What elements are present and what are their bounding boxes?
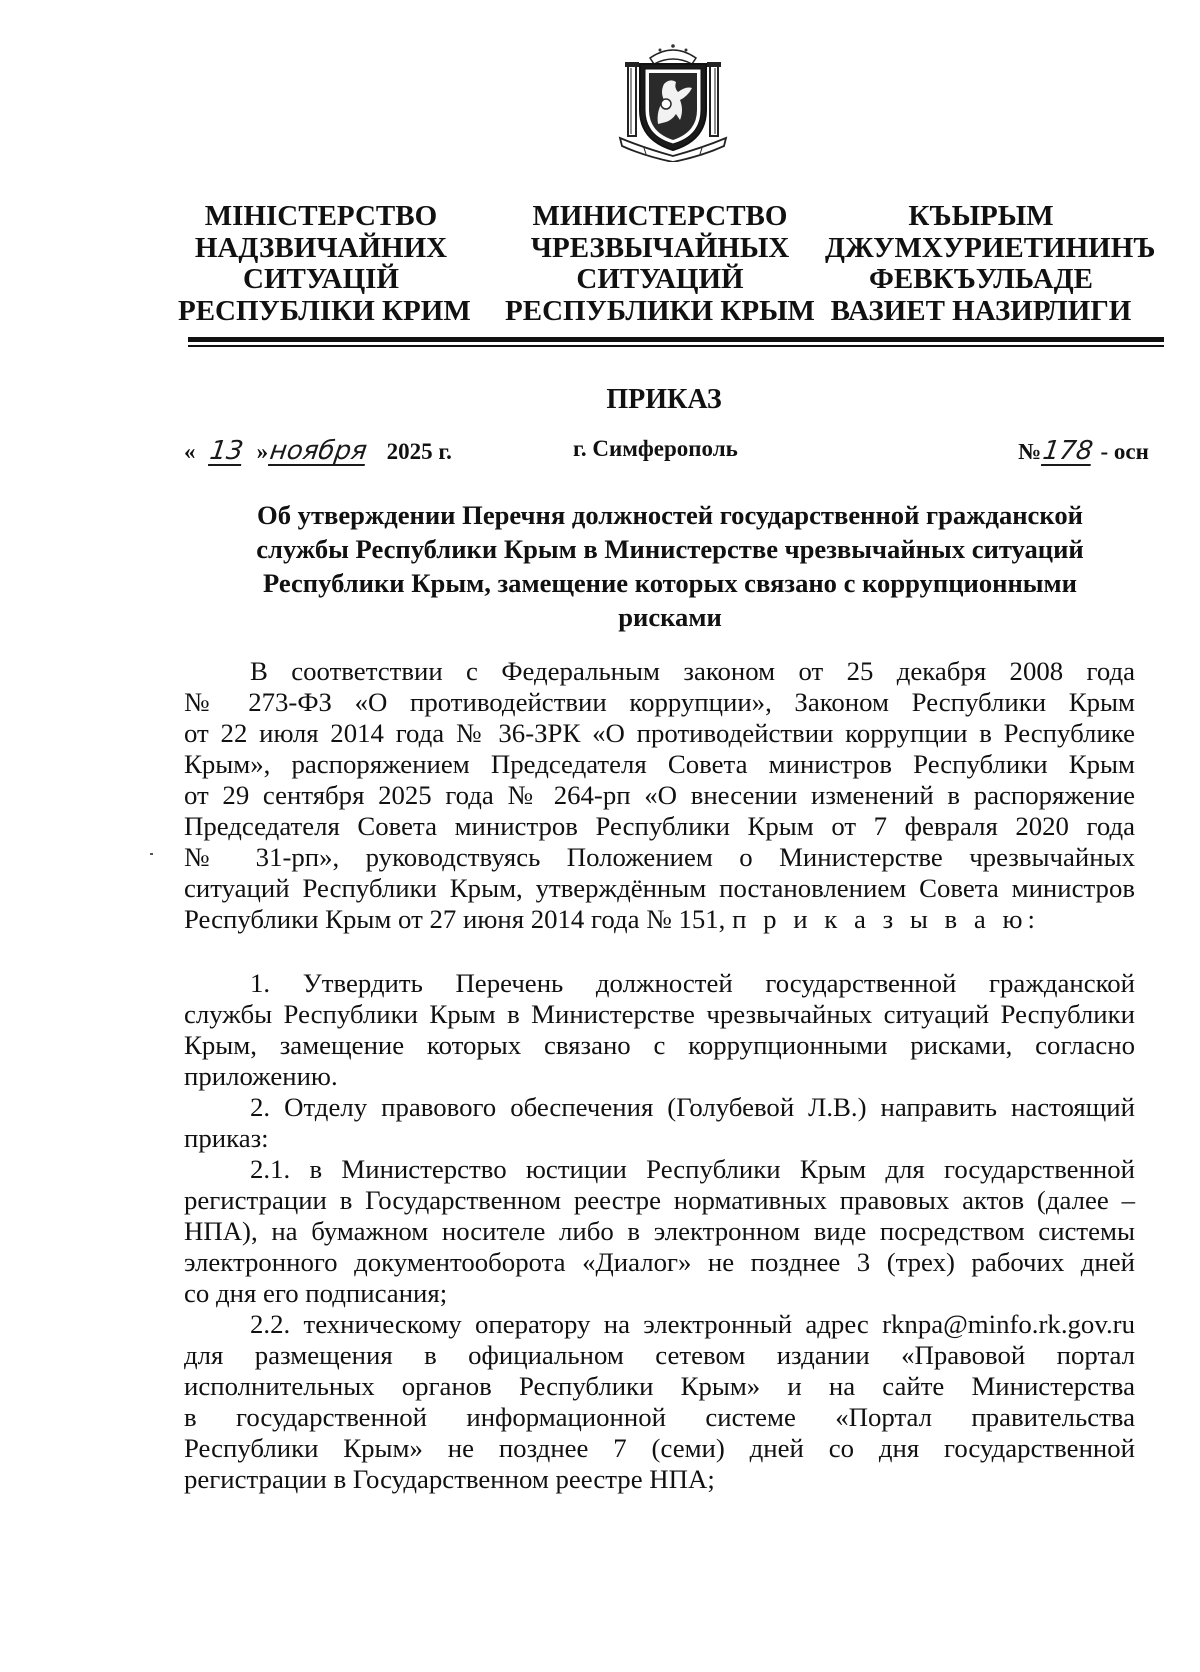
item-line: Крым, замещение которых связано с коррупционными рисками, согласно — [184, 1030, 1135, 1060]
order-items — [184, 968, 1135, 1495]
header-ukrainian — [178, 200, 471, 327]
header-line: ЧРЕЗВЫЧАЙНЫХ — [530, 231, 790, 264]
subject-line: службы Республики Крым в Министерстве чрезвычайных ситуаций — [256, 534, 1084, 564]
header-line: СИТУАЦИЙ — [576, 263, 744, 295]
date-day-handwritten: 13 — [207, 436, 245, 466]
item-line: службы Республики Крым в Министерстве чрезвычайных ситуаций Республики — [184, 999, 1135, 1029]
item-line: регистрации в Государственном реестре нормативных правовых актов (далее – — [184, 1185, 1135, 1215]
preamble-paragraph — [184, 656, 1135, 935]
date-open-quote: « — [184, 439, 196, 464]
item-line: 2.2. техническому оператору на электронный адрес rknpa@minfo.rk.gov.ru — [250, 1309, 1135, 1339]
item-line: 2. Отделу правового обеспечения (Голубевой Л.В.) направить настоящий — [250, 1092, 1135, 1122]
header-line: РЕСПУБЛИКИ КРЫМ — [505, 294, 815, 327]
item-line: 1. Утвердить Перечень должностей государственной гражданской — [250, 968, 1135, 998]
item-line: для размещения в официальном сетевом издании «Правовой портал — [184, 1340, 1135, 1370]
preamble-line: № 31-рп», руководствуясь Положением о Министерстве чрезвычайных — [184, 842, 1135, 872]
preamble-line: ситуаций Республики Крым, утверждённым постановлением Совета министров — [184, 873, 1135, 903]
header-russian — [497, 201, 823, 327]
item-line: исполнительных органов Республики Крым» и на сайте Министерства — [184, 1371, 1135, 1401]
preamble-line: В соответствии с Федеральным законом от 25 декабря 2008 года — [250, 656, 1135, 686]
preamble-line: Председателя Совета министров Республики Крым от 7 февраля 2020 года — [184, 811, 1135, 841]
item-line: приложению. — [184, 1061, 338, 1091]
header-divider-thick — [188, 337, 1164, 342]
subject-line: рисками — [618, 602, 722, 632]
date-month-handwritten: ноября — [267, 436, 369, 466]
header-line: ДЖУМХУРИЕТИНИНЪ — [825, 231, 1156, 264]
scan-mark — [150, 853, 153, 855]
preamble-last-text: Республики Крым от 27 июня 2014 года № 151, — [184, 904, 726, 934]
preamble-line: № 273-ФЗ «О противодействии коррупции», Законом Республики Крым — [184, 687, 1135, 717]
order-number — [1018, 436, 1149, 466]
crimea-coat-of-arms-icon — [614, 40, 732, 162]
header-line: КЪЫРЫМ — [908, 200, 1054, 232]
preamble-line: от 22 июля 2014 года № 36-ЗРК «О противодействии коррупции в Республике — [184, 718, 1135, 748]
number-suffix: - осн — [1100, 439, 1149, 464]
preamble-line: от 29 сентября 2025 года № 264-рп «О внесении изменений в распоряжение — [184, 780, 1135, 810]
header-line: ВАЗИЕТ НАЗИРЛИГИ — [830, 294, 1132, 327]
header-line: МІНІСТЕРСТВО — [204, 200, 438, 232]
subject-line: Республики Крым, замещение которых связано с коррупционными — [262, 568, 1077, 598]
number-prefix: № — [1018, 439, 1042, 464]
document-type-title: ПРИКАЗ — [606, 384, 722, 415]
header-line: СИТУАЦІЙ — [243, 263, 399, 295]
header-line: РЕСПУБЛІКИ КРИМ — [178, 294, 471, 327]
item-line: со дня его подписания; — [184, 1278, 448, 1308]
item-line: в государственной информационной системе «Портал правительства — [184, 1402, 1135, 1432]
item-line: НПА), на бумажном носителе либо в электронном виде посредством системы — [184, 1216, 1135, 1246]
header-line: ФЕВКЪУЛЬАДЕ — [868, 263, 1094, 295]
order-verb: п р и к а з ы в а ю: — [732, 904, 1040, 934]
number-handwritten: 178 — [1041, 436, 1095, 466]
item-line: регистрации в Государственном реестре НПА; — [184, 1464, 715, 1494]
subject-line: Об утверждении Перечня должностей государственной гражданской — [257, 500, 1083, 530]
header-crimean-tatar — [825, 200, 1156, 327]
item-line: приказ: — [184, 1123, 269, 1153]
header-divider-thin — [188, 345, 1164, 347]
item-line: электронного документооборота «Диалог» не позднее 3 (трех) рабочих дней — [184, 1247, 1135, 1277]
preamble-line: Крым», распоряжением Председателя Совета министров Республики Крым — [184, 749, 1135, 779]
date-year: 2025 г. — [386, 439, 452, 464]
item-line: Республики Крым» не позднее 7 (семи) дней со дня государственной — [184, 1433, 1135, 1463]
header-line: МИНИСТЕРСТВО — [532, 200, 788, 232]
date-close-quote: » — [256, 439, 269, 464]
header-line: НАДЗВИЧАЙНИХ — [194, 231, 448, 264]
order-city: г. Симферополь — [573, 436, 738, 461]
preamble-last-line — [184, 904, 1135, 935]
order-date — [184, 436, 452, 466]
item-line: 2.1. в Министерство юстиции Республики Крым для государственной — [250, 1154, 1135, 1184]
order-subject — [220, 498, 1120, 634]
